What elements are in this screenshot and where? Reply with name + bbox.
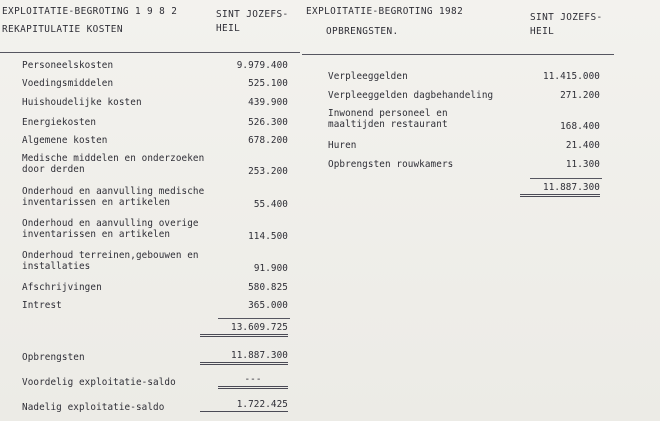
cost-label-intrest: Intrest bbox=[22, 300, 62, 311]
revenue-value-inwonend-personeel: 168.400 bbox=[560, 121, 600, 132]
cost-value-onderhoud-medisch: 55.400 bbox=[253, 199, 288, 210]
cost-label-voedingsmiddelen: Voedingsmiddelen bbox=[22, 78, 114, 89]
right-org-name-2: HEIL bbox=[530, 26, 555, 37]
cost-value-medische-middelen: 253.200 bbox=[248, 166, 288, 177]
revenue-label-huren: Huren bbox=[328, 140, 357, 151]
cost-label-afschrijvingen: Afschrijvingen bbox=[22, 282, 102, 293]
cost-value-onderhoud-overig: 114.500 bbox=[248, 231, 288, 242]
cost-label-onderhoud-overig: Onderhoud en aanvulling overige inventarissen en artikelen bbox=[22, 218, 199, 240]
right-org-name: SINT JOZEFS- bbox=[530, 12, 603, 23]
cost-value-afschrijvingen: 580.825 bbox=[248, 282, 288, 293]
left-total-value: 13.609.725 bbox=[200, 322, 288, 337]
right-total-rule bbox=[530, 178, 602, 179]
cost-label-medische-middelen: Medische middelen en onderzoeken door derden bbox=[22, 153, 205, 175]
cost-value-onderhoud-terreinen: 91.900 bbox=[253, 263, 288, 274]
cost-label-personeelskosten: Personeelskosten bbox=[22, 60, 114, 71]
cost-label-onderhoud-terreinen: Onderhoud terreinen,gebouwen en installaties bbox=[22, 250, 199, 272]
cost-value-voedingsmiddelen: 525.100 bbox=[248, 78, 288, 89]
cost-value-personeelskosten: 9.979.400 bbox=[236, 60, 288, 71]
revenue-value-verpleeggelden: 11.415.000 bbox=[543, 71, 600, 82]
cost-label-algemene-kosten: Algemene kosten bbox=[22, 135, 108, 146]
nadelig-saldo-label: Nadelig exploitatie-saldo bbox=[22, 402, 165, 413]
right-header-rule bbox=[302, 54, 614, 55]
left-org-name-2: HEIL bbox=[216, 23, 241, 34]
cost-value-energiekosten: 526.300 bbox=[248, 117, 288, 128]
revenue-value-huren: 21.400 bbox=[565, 140, 600, 151]
right-total-value: 11.887.300 bbox=[520, 182, 600, 197]
cost-value-algemene-kosten: 678.200 bbox=[248, 135, 288, 146]
left-subtitle: REKAPITULATIE KOSTEN bbox=[2, 24, 123, 35]
opbrengsten-value: 11.887.300 bbox=[200, 350, 288, 365]
revenue-value-dagbehandeling: 271.200 bbox=[560, 90, 600, 101]
cost-value-intrest: 365.000 bbox=[248, 300, 288, 311]
left-header-rule bbox=[0, 52, 300, 53]
cost-label-energiekosten: Energiekosten bbox=[22, 117, 97, 128]
cost-value-huishoudelijke-kosten: 439.900 bbox=[248, 97, 288, 108]
revenue-value-rouwkamers: 11.300 bbox=[565, 159, 600, 170]
revenue-label-rouwkamers: Opbrengsten rouwkamers bbox=[328, 159, 454, 170]
left-total-rule bbox=[218, 318, 290, 319]
opbrengsten-label: Opbrengsten bbox=[22, 352, 85, 363]
left-org-name: SINT JOZEFS- bbox=[216, 9, 289, 20]
revenue-label-inwonend-personeel: Inwonend personeel en maaltijden restaurant bbox=[328, 108, 448, 130]
voordelig-saldo-label: Voordelig exploitatie-saldo bbox=[22, 377, 176, 388]
voordelig-saldo-value: --- bbox=[218, 374, 288, 389]
nadelig-saldo-value: 1.722.425 bbox=[200, 399, 288, 412]
cost-label-onderhoud-medisch: Onderhoud en aanvulling medische inventarissen en artikelen bbox=[22, 186, 205, 208]
revenue-label-dagbehandeling: Verpleeggelden dagbehandeling bbox=[328, 90, 494, 101]
right-title: EXPLOITATIE-BEGROTING 1982 bbox=[306, 6, 464, 17]
cost-label-huishoudelijke-kosten: Huishoudelijke kosten bbox=[22, 97, 142, 108]
revenue-label-verpleeggelden: Verpleeggelden bbox=[328, 71, 408, 82]
right-subtitle: OPBRENGSTEN. bbox=[326, 26, 399, 37]
left-title: EXPLOITATIE-BEGROTING 1 9 8 2 bbox=[2, 6, 178, 17]
